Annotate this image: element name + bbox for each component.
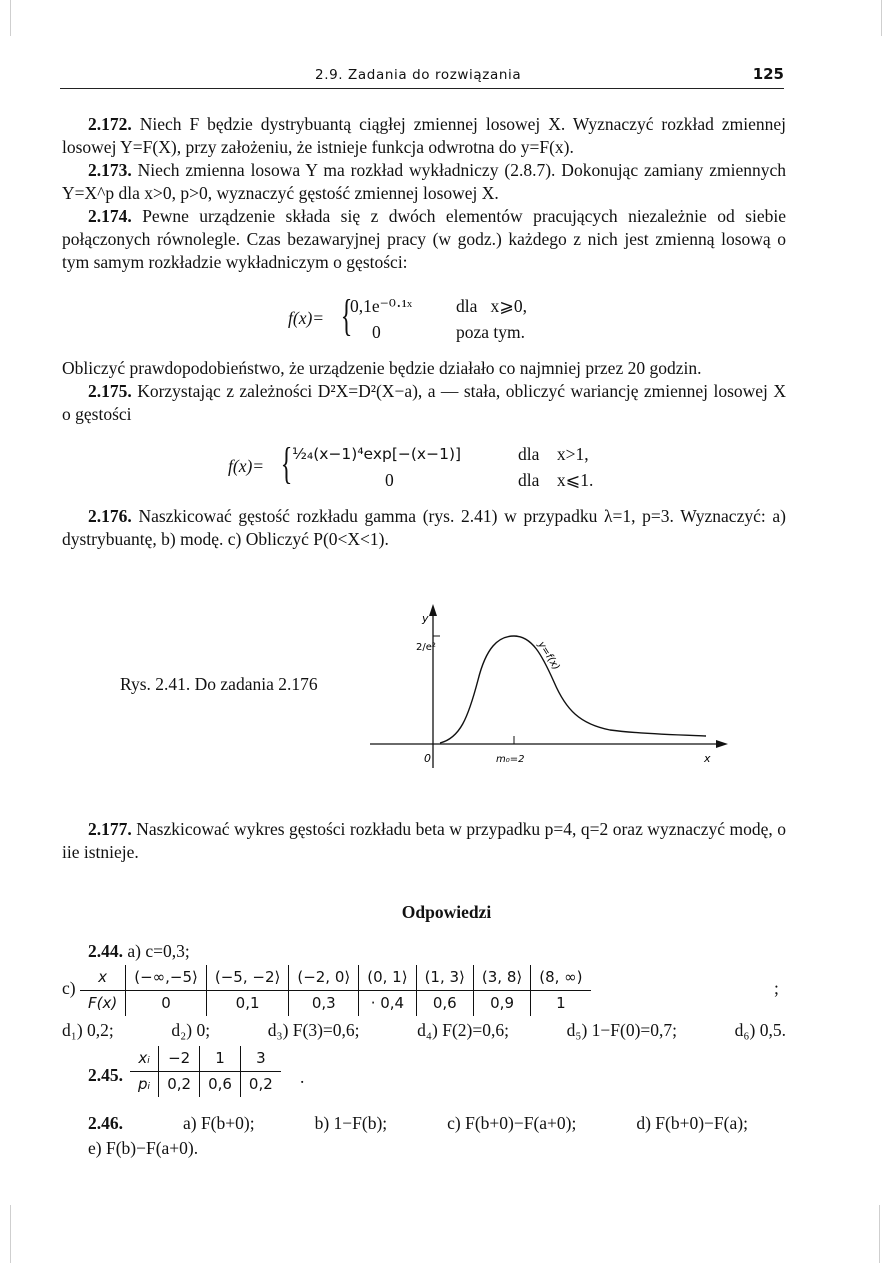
- table-row: [130, 1072, 281, 1098]
- table-cell: (−5, −2⟩: [206, 965, 288, 991]
- answer-item: a) F(b+0);: [182, 1113, 255, 1133]
- mode-tick-label: m₀=2: [496, 754, 525, 765]
- scan-edge-mark: [879, 1205, 880, 1263]
- table-cell: 0: [126, 991, 207, 1017]
- answers-heading: Odpowiedzi: [401, 902, 492, 922]
- problem-2-173: 2.173. Niech zmienna losowa Y ma rozkład wykładniczy (2.8.7). Dokonując zamiany zmiennych Y=X^p dla x>0, p>0, wyznaczyć gęstość zmiennej losowej X.: [62, 160, 786, 203]
- answer-2-46-e: e) F(b)−F(a+0).: [88, 1138, 199, 1158]
- answer-d-item: d₄) F(2)=0,6;: [417, 1020, 509, 1040]
- formula-row2-expr: 0: [385, 470, 394, 490]
- table-cell: 0,6: [416, 991, 473, 1017]
- formula-row2-cond: poza tym.: [456, 322, 526, 342]
- table-cell: 0,9: [473, 991, 530, 1017]
- y-axis-label: y: [422, 612, 429, 625]
- distribution-table-2-44: [80, 965, 591, 1016]
- answer-2-46-label: 2.46.: [88, 1113, 123, 1133]
- table-cell: 0,3: [289, 991, 359, 1017]
- problems-block-2: [62, 357, 786, 426]
- answer-2-44-intro: 2.44. a) c=0,3;: [88, 941, 190, 961]
- table-row: [80, 965, 591, 991]
- scan-edge-mark: [10, 0, 11, 36]
- table-end-punct: .: [300, 1067, 305, 1087]
- scan-edge-mark: [881, 0, 882, 36]
- table-cell: (8, ∞): [531, 965, 591, 991]
- table-row: [130, 1046, 281, 1072]
- gamma-density-figure: [360, 600, 740, 775]
- answer-d-item: d₂) 0;: [171, 1020, 211, 1040]
- x-axis-label: x: [704, 752, 711, 765]
- table-cell: 0,2: [159, 1072, 200, 1098]
- formula-row1-cond: dla x⩾0,: [456, 296, 528, 316]
- formula-row2-cond: dla x⩽1.: [518, 470, 594, 490]
- table-cell: (0, 1⟩: [359, 965, 416, 991]
- problems-block-4: [62, 818, 786, 864]
- table-end-punct: ;: [774, 978, 779, 998]
- answer-d-item: d₆) 0,5.: [734, 1020, 786, 1040]
- table-cell: 1: [531, 991, 591, 1017]
- density-formula-174: [288, 290, 618, 350]
- table-row: [80, 991, 591, 1017]
- table-header-cell: xᵢ: [130, 1046, 159, 1072]
- table-cell: 3: [240, 1046, 280, 1072]
- distribution-table-2-45: [130, 1046, 281, 1097]
- problem-2-176: 2.176. Naszkicować gęstość rozkładu gamma (rys. 2.41) w przypadku λ=1, p=3. Wyznaczyć: a) dystrybuantę, b) modę. c) Obliczyć P(0<X<1).: [62, 506, 786, 549]
- running-header: [60, 64, 784, 89]
- figure-caption: Rys. 2.41. Do zadania 2.176: [120, 674, 318, 694]
- left-brace: {: [280, 439, 293, 488]
- curve-label: y=f(x): [535, 639, 562, 673]
- table-cell: (−∞,−5⟩: [126, 965, 207, 991]
- answer-d-item: d₃) F(3)=0,6;: [267, 1020, 360, 1040]
- table-cell: (1, 3⟩: [416, 965, 473, 991]
- answer-item: c) F(b+0)−F(a+0);: [447, 1113, 577, 1133]
- table-header-cell: F(x): [88, 994, 118, 1012]
- table-cell: 0,1: [206, 991, 288, 1017]
- table-cell: (−2, 0⟩: [289, 965, 359, 991]
- formula-row1-cond: dla x>1,: [518, 444, 589, 464]
- origin-label: 0: [424, 752, 431, 765]
- answer-2-44-d-row: [62, 1019, 786, 1042]
- x-axis-arrow: [716, 740, 728, 748]
- table-header-cell: x: [80, 965, 126, 991]
- formula-row1-expr: ¹⁄₂₄(x−1)⁴exp[−(x−1)]: [292, 445, 462, 463]
- table-cell: −2: [159, 1046, 200, 1072]
- formula-lhs: f(x)=: [228, 456, 265, 476]
- table-header-cell: pᵢ: [138, 1075, 151, 1093]
- density-formula-175: [228, 438, 648, 498]
- y-axis-arrow: [429, 604, 437, 616]
- answer-2-45-label: 2.45.: [88, 1065, 123, 1085]
- problem-2-177: 2.177. Naszkicować wykres gęstości rozkładu beta w przypadku p=4, q=2 oraz wyznaczyć modę, o iie istnieje.: [62, 819, 786, 862]
- section-title: 2.9. Zadania do rozwiązania: [315, 67, 522, 83]
- formula-row2-expr: 0: [372, 322, 381, 342]
- problems-block-3: [62, 505, 786, 551]
- answer-2-44-c-label: c): [62, 978, 76, 998]
- table-cell: · 0,4: [359, 991, 416, 1017]
- question-174: Obliczyć prawdopodobieństwo, że urządzenie będzie działało co najmniej przez 20 godzin.: [62, 358, 702, 378]
- page-number: 125: [752, 65, 784, 83]
- answer-2-46-row: [88, 1112, 748, 1135]
- problems-block-1: [62, 113, 786, 274]
- formula-row1-expr: 0,1e⁻⁰·¹ˣ: [350, 296, 413, 316]
- formula-lhs: f(x)=: [288, 308, 325, 328]
- answer-d-item: d₁) 0,2;: [62, 1020, 114, 1040]
- table-cell: 1: [200, 1046, 241, 1072]
- scan-edge-mark: [10, 1205, 11, 1263]
- table-cell: (3, 8⟩: [473, 965, 530, 991]
- table-cell: 0,2: [240, 1072, 280, 1098]
- y-tick-label: 2/e²: [416, 642, 436, 653]
- answer-item: b) 1−F(b);: [314, 1113, 388, 1133]
- left-brace: {: [340, 291, 353, 340]
- answer-item: d) F(b+0)−F(a);: [636, 1113, 748, 1133]
- answer-d-item: d₅) 1−F(0)=0,7;: [566, 1020, 678, 1040]
- problem-2-175: 2.175. Korzystając z zależności D²X=D²(X−a), a — stała, obliczyć wariancję zmiennej losowej X o gęstości: [62, 381, 786, 424]
- problem-2-172: 2.172. Niech F będzie dystrybuantą ciągłej zmiennej losowej X. Wyznaczyć rozkład zmiennej losowej Y=F(X), przy założeniu, że istnieje funkcja odwrotna do y=F(x).: [62, 114, 786, 157]
- problem-2-174: 2.174. Pewne urządzenie składa się z dwóch elementów pracujących niezależnie od siebie połączonych równolegle. Czas bezawaryjnej pracy (w godz.) każdego z nich jest zmienną losową o tym samym rozkładzie wykładniczym o gęstości:: [62, 206, 786, 272]
- density-curve: [440, 636, 706, 743]
- table-cell: 0,6: [200, 1072, 241, 1098]
